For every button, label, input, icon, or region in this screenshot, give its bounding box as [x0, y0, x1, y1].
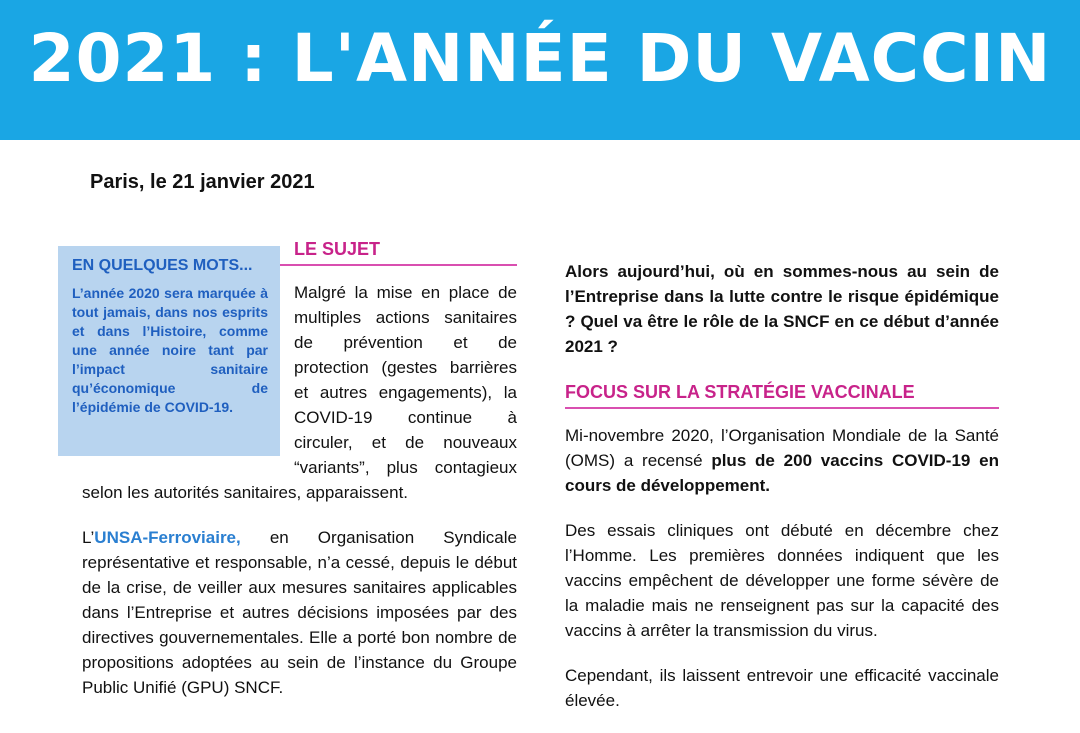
oms-text: Mi-novembre 2020, l’Organisation Mondiale de la Santé (OMS) a recensé	[565, 426, 999, 470]
paragraph-essais: Des essais cliniques ont débuté en décembre chez l’Homme. Les premières données indiquent que les vaccins empêchent de développer une forme sévère de la maladie mais ne renseignent pas sur la capacité des vaccins à arrêter la transmission du virus.	[565, 521, 999, 640]
paragraph-cependant: Cependant, ils laissent entrevoir une efficacité vaccinale élevée.	[565, 666, 999, 710]
right-column	[565, 236, 999, 733]
page-title: 2021 : L'ANNÉE DU VACCIN	[28, 20, 1052, 97]
paragraph-unsa	[82, 525, 517, 700]
section-title-focus: FOCUS SUR LA STRATÉGIE VACCINALE	[565, 379, 999, 409]
intro-question: Alors aujourd’hui, où en sommes-nous au sein de l’Entreprise dans la lutte contre le risque épidémique ? Quel va être le rôle de la SNCF en ce début d’année 2021 ?	[565, 262, 999, 356]
summary-box-title: EN QUELQUES MOTS...	[72, 257, 253, 274]
paragraph-context: Malgré la mise en place de multiples actions sanitaires de prévention et de protection (gestes barrières et autres engagements), la COVID-19 continue à circuler, et de nouveaux “variants”, plus contagieux selon les autorités sanitaires, apparaissent.	[82, 283, 517, 502]
unsa-prefix: L’	[82, 528, 95, 547]
section-title-le-sujet: LE SUJET	[82, 236, 517, 266]
oms-bold-text: plus de 200 vaccins COVID-19 en cours de développement.	[565, 451, 999, 495]
unsa-ferroviaire-name: UNSA-Ferroviaire,	[94, 528, 241, 547]
paragraph-oms	[565, 423, 999, 498]
unsa-paragraph-text: en Organisation Syndicale représentative et responsable, n’a cessé, depuis le début de la crise, de veiller aux mesures sanitaires applicables dans l’Entreprise et autres décisions imposées par des directives gouvernementales. Elle a porté bon nombre de propositions adoptées au sein de l’instance du Groupe Public Unifié (GPU) SNCF.	[82, 528, 517, 697]
dateline: Paris, le 21 janvier 2021	[90, 171, 315, 193]
left-column	[72, 236, 517, 720]
summary-box-text: L’année 2020 sera marquée à tout jamais, dans nos esprits et dans l’Histoire, comme une année noire tant par l’impact sanitaire qu’économique de l’épidémie de COVID-19.	[72, 285, 268, 415]
summary-box	[58, 246, 280, 456]
title-banner	[0, 0, 1080, 140]
